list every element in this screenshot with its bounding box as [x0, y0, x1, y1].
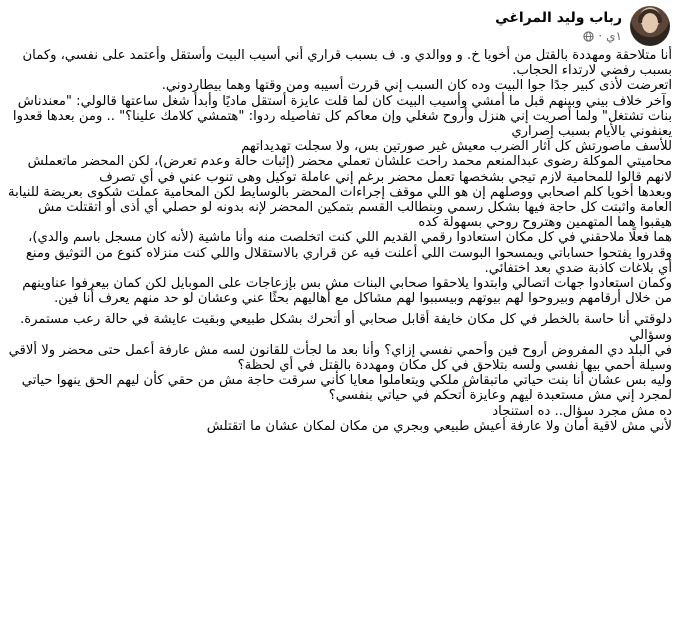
post-timestamp[interactable]: ١ي: [606, 29, 622, 43]
post-meta: [495, 9, 622, 43]
post-paragraph: اتعرضت لأذى كبير جدًا جوا البيت وده كان السبب إني قررت أسيبه ومن وقتها وهما بيطاردوني.: [161, 78, 672, 94]
post-paragraph: وسؤالي: [629, 327, 672, 343]
post-paragraph: دلوقتي أنا حاسة بالخطر في كل مكان خايفة أقابل صحابي أو أتحرك بشكل طبيعي وبقيت عايشة في حالة رعب مستمرة.: [20, 312, 672, 328]
post-paragraph: في البلد دي المفروض أروح فين وأحمي نفسي إزاي؟ وأنا بعد ما لجأت للقانون لسه مش عارفة أعمل حتى محضر ولا ألاقي وسيلة أحمي بيها نفسي ولسه بتلاحق في كل مكان ومهددة بالقتل في أي لحظة؟: [8, 342, 672, 374]
post-paragraph: لأني مش لاقية أمان ولا عارفة أعيش طبيعي وبجري من مكان لمكان عشان ما اتقتلش: [206, 418, 672, 434]
author-avatar[interactable]: [630, 6, 670, 46]
globe-icon[interactable]: [583, 31, 594, 42]
post-paragraph: وآخر خلاف بيني وبينهم قبل ما أمشي وأسيب البيت كان لما قلت عايزة أستقل ماديًا وأبدأ شغل ساعتها قالولي: "معندناش بنات تشتغل" ولما أصريت إني هنزل وأروح شغلي وإن معاكم كل تفاصيله ردوا: "هتمشي كلامك علينا؟" .. ومن بعدها قعدوا يعنفوني بالأيام بسبب إصراري: [12, 93, 672, 140]
post-paragraph: وكمان استعادوا جهات اتصالي وابتدوا يلاحقوا صحابي البنات مش بس بإزعاجات على الموبايل لكن كمان بيعرفوا عناوينهم من خلال أرقامهم وبيروحوا لهم بيوتهم وبيسببوا لهم مشاكل مع أهاليهم بحثًا عني وعشان لو حد منهم يعرف أنا فين.: [22, 276, 672, 307]
post-time-row: ١ي ·: [495, 29, 622, 43]
post-paragraph: وليه بس عشان أنا بنت حياتي ماتبقاش ملكي ويتعاملوا معايا كأني سرقت حاجة مش من حقي كأن ليهم الحق ينهوا حياتي لمجرد إني مش مستعبدة ليهم وعايزة أتحكم في حياتي بنفسي؟: [21, 373, 672, 404]
post-paragraph: أنا متلاحقة ومهددة بالقتل من أخويا خ. و ووالدي و. ف بسبب قراري أني أسيب البيت وأستقل وأعتمد على نفسي، وكمان بسبب رفضي لارتداء الحجاب.: [22, 48, 672, 79]
post-paragraph: وبعدها أخويا كلم اصحابي ووصلهم إن هو اللي موقف إجراءات المحضر بالوسايط لكن المحامية عملت شكوى بعريضة للنيابة العامة واثبتت كل حاجة فيها بشكل رسمي وبنطالب القسم بتمكين المحضر لإنه بدونه لو حصلي أي أذى أو اتقتلت مش هيقبوا هما المتهمين وهتروح روحي بسهولة كده: [8, 184, 672, 231]
post-body: [8, 48, 672, 434]
post-paragraph: هما فعلًا ملاحقني في كل مكان استعادوا رقمي القديم اللي كنت اتخلصت منه وأنا ماشية (لأنه كان مسجل باسم والدي)، وقدروا يفتحوا حساباتي ويمسحوا البوست اللي أعلنت فيه عن قراري بالاستقلال واللي كنت منزلاه كنوع من التوثيق ومنع أي بلاغات كاذبة ضدي بعد اختفائي.: [25, 230, 672, 276]
post-header: [495, 6, 670, 46]
post-paragraph: للأسف ماصورتش كل آثار الضرب معيش غير صورتين بس، ولا سجلت تهديداتهم: [241, 139, 672, 155]
author-name[interactable]: رباب وليد المراغي: [495, 10, 622, 26]
post-paragraph: ده مش مجرد سؤال.. ده استنجاد: [492, 403, 672, 419]
post-paragraph: محاميتي الموكلة رضوى عبدالمنعم محمد راحت علشان تعملي محضر (إثبات حالة وعدم تعرض)، لكن المحضر ماتعملش لانهم قالوا للمحامية لازم تيجي بشخصها تعمل محضر برغم إني عاملة توكيل وهى تنوب عني في أي تصرف: [27, 154, 672, 185]
